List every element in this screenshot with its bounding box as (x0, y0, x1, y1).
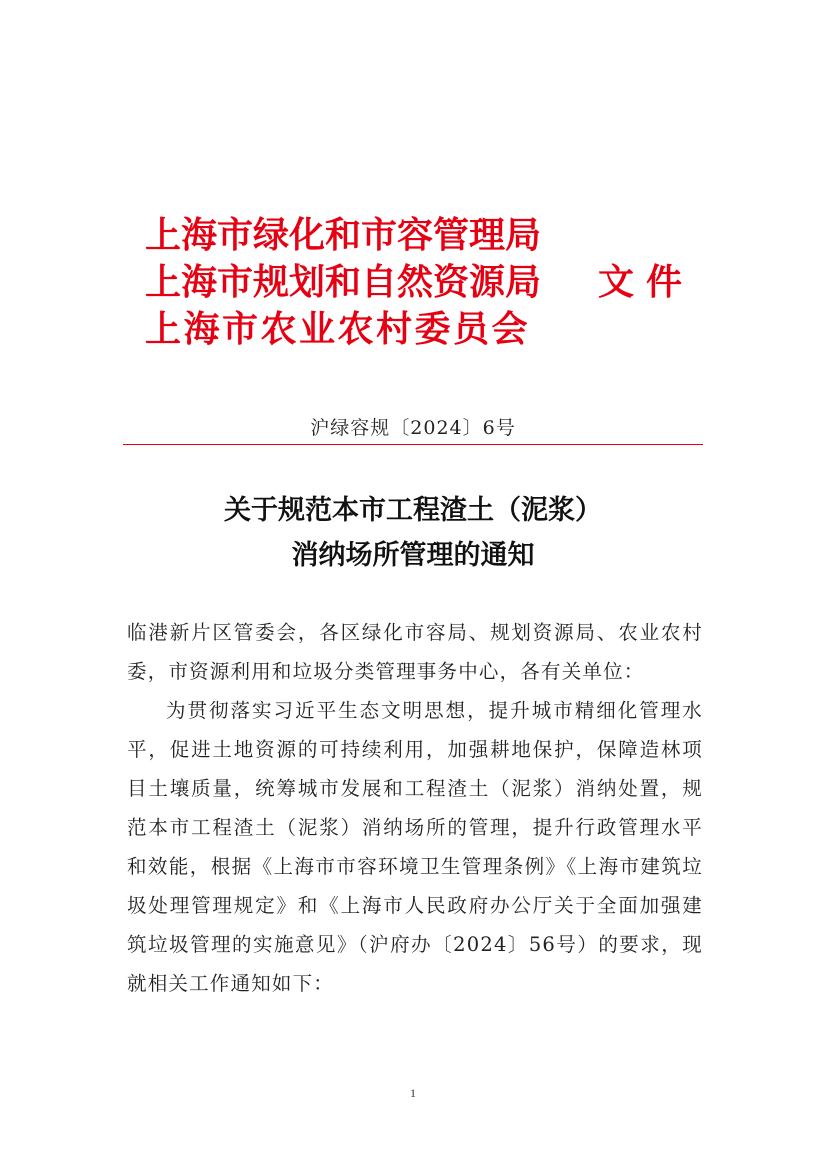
document-label: 文件 (598, 261, 695, 303)
body-paragraph: 为贯彻落实习近平生态文明思想，提升城市精细化管理水平，促进土地资源的可持续利用，加强耕地保护，保障造林项目土壤质量，统筹城市发展和工程渣土（泥浆）消纳处置，规范本市工程渣土（泥浆）消纳场所的管理，提升行政管理水平和效能，根据《上海市市容环境卫生管理条例》《上海市建筑垃圾处理管理规定》和《上海市人民政府办公厅关于全面加强建筑垃圾管理的实施意见》（沪府办〔2024〕56号）的要求，现就相关工作通知如下： (127, 699, 703, 995)
salutation: 临港新片区管委会，各区绿化市容局、规划资源局、农业农村委，市资源利用和垃圾分类管理事务中心，各有关单位： (127, 621, 703, 683)
document-title-line-2: 消纳场所管理的通知 (291, 540, 535, 571)
document-title (0, 488, 826, 578)
issuer-name-greening: 上海市绿化和市容管理局 (145, 214, 542, 256)
document-title-line-1: 关于规范本市工程渣土（泥浆） (224, 495, 602, 526)
document-body (127, 613, 703, 1003)
document-number: 沪绿容规〔2024〕6号 (310, 417, 516, 439)
issuer-name-agriculture: 上海市农业农村委员会 (145, 308, 531, 350)
page-number: 1 (410, 1086, 416, 1100)
red-divider-line (123, 444, 703, 445)
issuer-name-planning: 上海市规划和自然资源局 (145, 261, 542, 303)
